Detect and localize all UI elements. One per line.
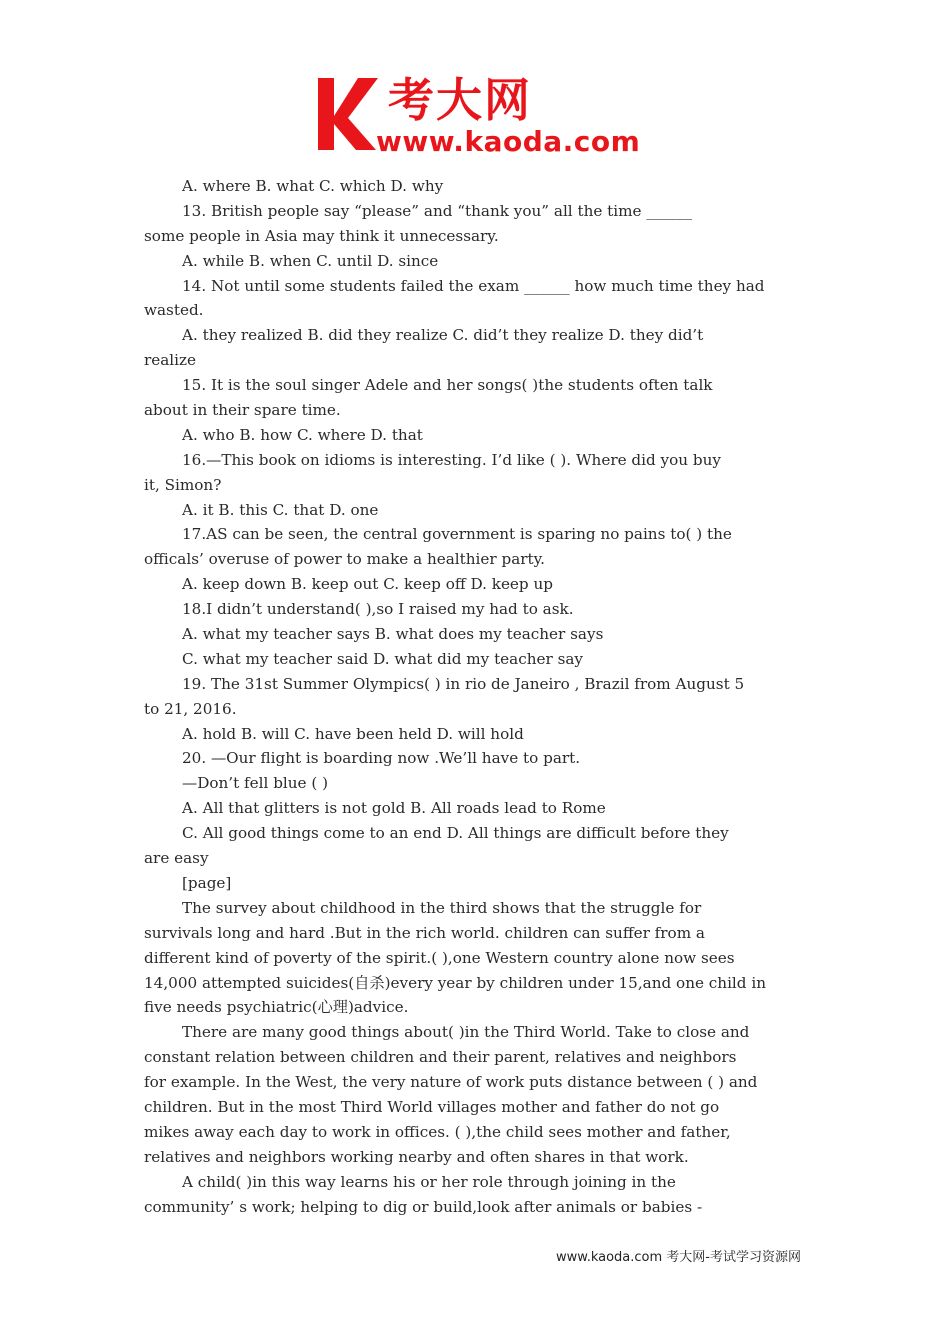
text-line: The survey about childhood in the third shows that the struggle for	[182, 898, 702, 917]
text-line: [page]	[182, 873, 232, 892]
text-line: A. hold B. will C. have been held D. will hold	[182, 724, 524, 743]
text-line: 14,000 attempted suicides(自杀)every year by children under 15,and one child in	[144, 973, 766, 992]
text-line: C. All good things come to an end D. All things are difficult before they	[182, 824, 729, 843]
text-line: A. while B. when C. until D. since	[182, 251, 439, 270]
text-line: constant relation between children and their parent, relatives and neighbors	[144, 1048, 737, 1067]
text-line: A. All that glitters is not gold B. All roads lead to Rome	[182, 799, 606, 818]
text-line: A. it B. this C. that D. one	[182, 500, 379, 519]
text-line: relatives and neighbors working nearby and often shares in that work.	[144, 1147, 689, 1166]
document-body	[144, 174, 810, 1219]
text-line: There are many good things about( )in the Third World. Take to close and	[182, 1023, 750, 1042]
page-footer: www.kaoda.com 考大网-考试学习资源网	[556, 1250, 801, 1265]
text-line: to 21, 2016.	[144, 699, 237, 718]
text-line: 19. The 31st Summer Olympics( ) in rio de Janeiro , Brazil from August 5	[182, 674, 745, 693]
text-line: 15. It is the soul singer Adele and her songs( )the students often talk	[182, 376, 713, 395]
text-line: children. But in the most Third World villages mother and father do not go	[144, 1097, 720, 1116]
text-line: wasted.	[144, 301, 204, 320]
text-line: community’ s work; helping to dig or build,look after animals or babies -	[144, 1197, 703, 1216]
text-line: C. what my teacher said D. what did my teacher say	[182, 649, 584, 668]
k-logo-icon	[318, 76, 382, 152]
text-line: A. who B. how C. where D. that	[182, 425, 423, 444]
text-line: A. they realized B. did they realize C. did’t they realize D. they did’t	[182, 326, 704, 345]
text-line: A. what my teacher says B. what does my teacher says	[182, 625, 604, 644]
text-line: five needs psychiatric(心理)advice.	[144, 998, 409, 1017]
text-line: some people in Asia may think it unnecessary.	[144, 226, 499, 245]
kaoda-logo	[318, 72, 648, 167]
text-line: A. keep down B. keep out C. keep off D. keep up	[182, 575, 553, 594]
text-line: 18.I didn’t understand( ),so I raised my had to ask.	[182, 600, 574, 619]
text-line: about in their spare time.	[144, 401, 341, 420]
text-line: 13. British people say “please” and “thank you” all the time ______	[182, 201, 692, 220]
text-line: realize	[144, 351, 197, 370]
text-line: —Don’t fell blue ( )	[182, 774, 329, 793]
text-line: are easy	[144, 849, 209, 868]
text-line: mikes away each day to work in offices. ( ),the child sees mother and father,	[144, 1122, 731, 1141]
text-line: for example. In the West, the very nature of work puts distance between ( ) and	[144, 1073, 758, 1092]
text-line: 16.—This book on idioms is interesting. I’d like ( ). Where did you buy	[182, 450, 721, 469]
logo-url: www.kaoda.com	[376, 125, 641, 158]
text-line: A. where B. what C. which D. why	[182, 177, 444, 195]
text-line: 20. —Our flight is boarding now .We’ll have to part.	[182, 749, 581, 768]
text-line: A child( )in this way learns his or her role through joining in the	[182, 1172, 676, 1191]
logo-brand-name: 考大网	[388, 73, 532, 127]
text-line: it, Simon?	[144, 475, 222, 494]
text-line: 14. Not until some students failed the exam ______ how much time they had	[182, 276, 765, 295]
text-line: officals’ overuse of power to make a healthier party.	[144, 550, 546, 569]
text-line: different kind of poverty of the spirit.( ),one Western country alone now sees	[144, 948, 735, 967]
text-line: 17.AS can be seen, the central government is sparing no pains to( ) the	[182, 525, 732, 544]
text-line: survivals long and hard .But in the rich world. children can suffer from a	[144, 923, 705, 942]
